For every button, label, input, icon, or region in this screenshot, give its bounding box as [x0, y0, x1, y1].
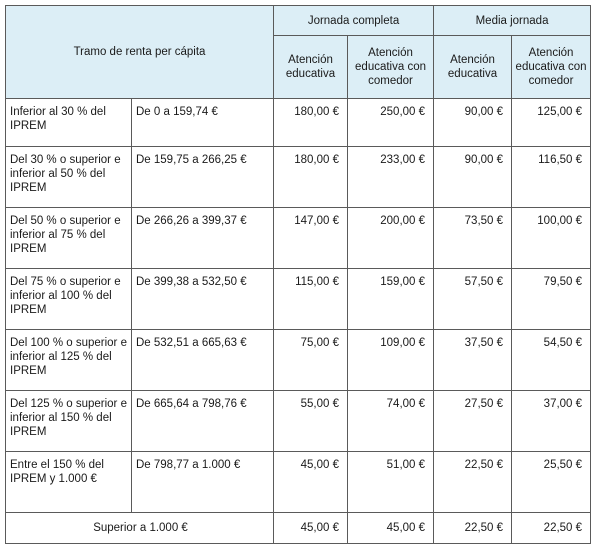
table-row — [6, 208, 591, 269]
mj-atencion-cell: 57,50 € — [434, 269, 512, 330]
rango-cell: De 798,77 a 1.000 € — [132, 452, 274, 513]
mj-atencion-cell: 22,50 € — [434, 452, 512, 513]
mj-comedor-cell: 37,00 € — [512, 391, 591, 452]
table-row — [6, 452, 591, 513]
jc-atencion-cell: 45,00 € — [274, 513, 348, 544]
jc-atencion-cell: 75,00 € — [274, 330, 348, 391]
tramo-cell: Del 50 % o superior e inferior al 75 % del IPREM — [6, 208, 132, 269]
media-jornada-header: Media jornada — [434, 6, 591, 36]
jc-atencion-cell: 147,00 € — [274, 208, 348, 269]
mj-atencion-header: Atención educativa — [434, 36, 512, 99]
jc-comedor-cell: 250,00 € — [348, 99, 434, 147]
header-row-1 — [6, 6, 591, 36]
rango-cell: De 532,51 a 665,63 € — [132, 330, 274, 391]
mj-atencion-cell: 73,50 € — [434, 208, 512, 269]
mj-comedor-cell: 54,50 € — [512, 330, 591, 391]
mj-comedor-cell: 79,50 € — [512, 269, 591, 330]
mj-comedor-cell: 116,50 € — [512, 147, 591, 208]
mj-comedor-header: Atención educativa con comedor — [512, 36, 591, 99]
fee-table — [5, 5, 591, 544]
jc-atencion-cell: 115,00 € — [274, 269, 348, 330]
jc-comedor-cell: 51,00 € — [348, 452, 434, 513]
mj-comedor-cell: 100,00 € — [512, 208, 591, 269]
table-row — [6, 330, 591, 391]
mj-comedor-cell: 125,00 € — [512, 99, 591, 147]
tramo-cell: Del 100 % o superior e inferior al 125 % del IPREM — [6, 330, 132, 391]
mj-comedor-cell: 25,50 € — [512, 452, 591, 513]
mj-atencion-cell: 90,00 € — [434, 99, 512, 147]
rango-cell: De 0 a 159,74 € — [132, 99, 274, 147]
table-row — [6, 99, 591, 147]
tramo-cell: Del 75 % o superior e inferior al 100 % del IPREM — [6, 269, 132, 330]
mj-atencion-cell: 22,50 € — [434, 513, 512, 544]
jc-comedor-cell: 159,00 € — [348, 269, 434, 330]
jc-atencion-cell: 180,00 € — [274, 147, 348, 208]
mj-comedor-cell: 22,50 € — [512, 513, 591, 544]
tramo-cell: Del 30 % o superior e inferior al 50 % del IPREM — [6, 147, 132, 208]
table-row — [6, 391, 591, 452]
jc-comedor-cell: 109,00 € — [348, 330, 434, 391]
tramo-cell: Entre el 150 % del IPREM y 1.000 € — [6, 452, 132, 513]
tramo-header: Tramo de renta per cápita — [6, 6, 274, 99]
table-row-last — [6, 513, 591, 544]
jc-comedor-header: Atención educativa con comedor — [348, 36, 434, 99]
jc-atencion-header: Atención educativa — [274, 36, 348, 99]
jornada-completa-header: Jornada completa — [274, 6, 434, 36]
mj-atencion-cell: 37,50 € — [434, 330, 512, 391]
tramo-cell: Inferior al 30 % del IPREM — [6, 99, 132, 147]
mj-atencion-cell: 90,00 € — [434, 147, 512, 208]
rango-cell: De 266,26 a 399,37 € — [132, 208, 274, 269]
jc-comedor-cell: 200,00 € — [348, 208, 434, 269]
tramo-cell: Del 125 % o superior e inferior al 150 % del IPREM — [6, 391, 132, 452]
jc-comedor-cell: 45,00 € — [348, 513, 434, 544]
table-row — [6, 147, 591, 208]
rango-cell: De 665,64 a 798,76 € — [132, 391, 274, 452]
jc-atencion-cell: 45,00 € — [274, 452, 348, 513]
jc-comedor-cell: 74,00 € — [348, 391, 434, 452]
table-row — [6, 269, 591, 330]
jc-atencion-cell: 55,00 € — [274, 391, 348, 452]
rango-cell: De 159,75 a 266,25 € — [132, 147, 274, 208]
rango-cell: De 399,38 a 532,50 € — [132, 269, 274, 330]
jc-comedor-cell: 233,00 € — [348, 147, 434, 208]
mj-atencion-cell: 27,50 € — [434, 391, 512, 452]
tramo-cell: Superior a 1.000 € — [6, 513, 274, 544]
jc-atencion-cell: 180,00 € — [274, 99, 348, 147]
